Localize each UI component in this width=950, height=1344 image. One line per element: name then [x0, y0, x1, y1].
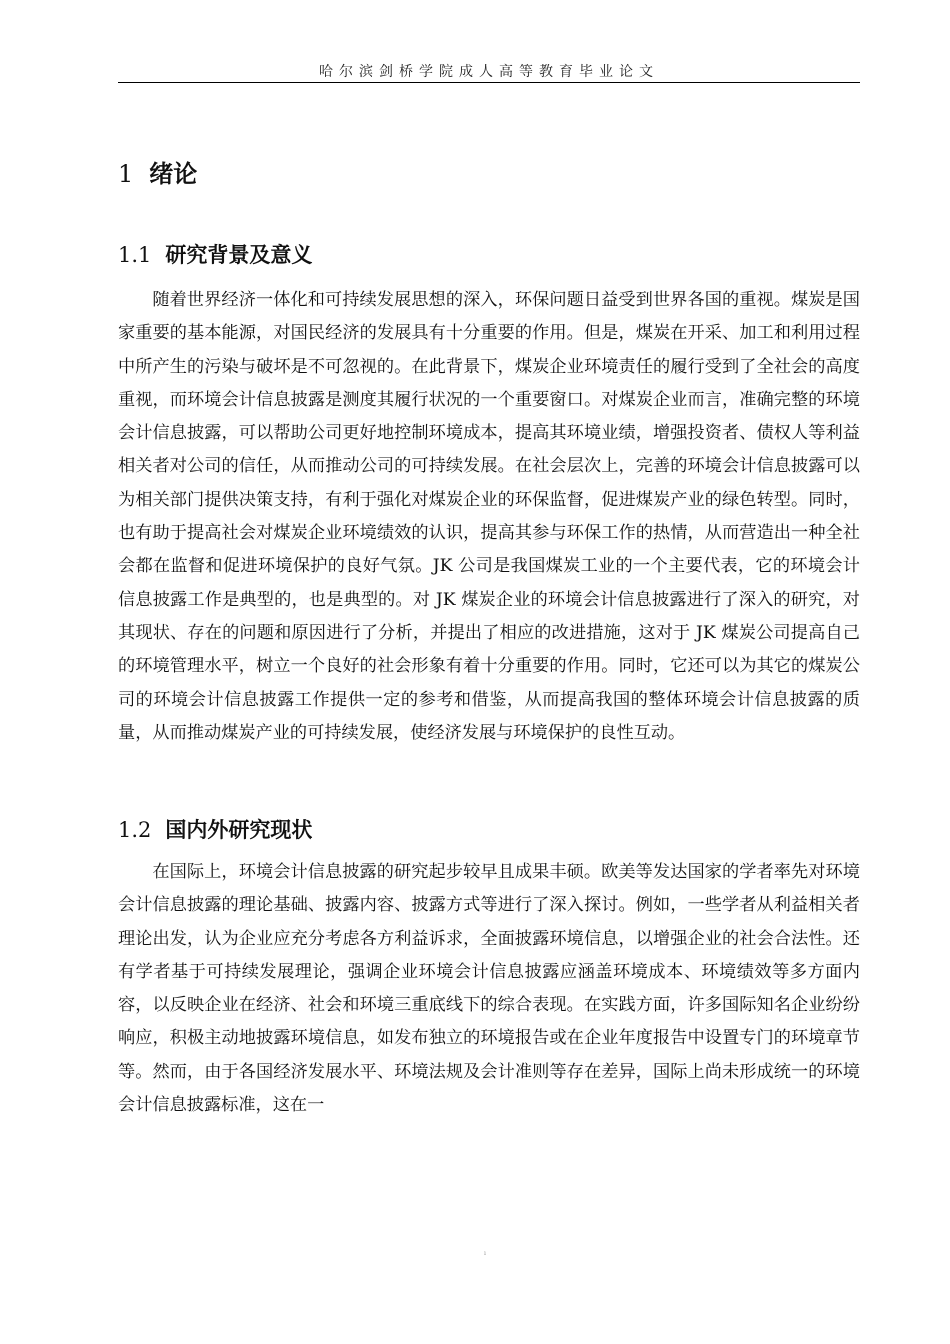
section-heading-1-1 [118, 240, 312, 270]
section-title: 国内外研究现状 [165, 817, 313, 842]
section-title: 研究背景及意义 [165, 242, 313, 267]
header-rule [118, 82, 860, 83]
section-number: 1.1 [118, 243, 152, 267]
chapter-number: 1 [118, 160, 134, 188]
page-number-mark: ı [484, 1250, 486, 1257]
chapter-title: 绪论 [149, 159, 198, 188]
paragraph-research-status: 在国际上，环境会计信息披露的研究起步较早且成果丰硕。欧美等发达国家的学者率先对环境会计信息披露的理论基础、披露内容、披露方式等进行了深入探讨。例如，一些学者从利益相关者理论出发，认为企业应充分考虑各方利益诉求，全面披露环境信息，以增强企业的社会合法性。还有学者基于可持续发展理论，强调企业环境会计信息披露应涵盖环境成本、环境绩效等多方面内容，以反映企业在经济、社会和环境三重底线下的综合表现。在实践方面，许多国际知名企业纷纷响应，积极主动地披露环境信息，如发布独立的环境报告或在企业年度报告中设置专门的环境章节等。然而，由于各国经济发展水平、环境法规及会计准则等存在差异，国际上尚未形成统一的环境会计信息披露标准，这在一 [118, 862, 860, 1116]
running-header: 哈尔滨剑桥学院成人高等教育毕业论文 [319, 64, 659, 80]
chapter-heading [118, 158, 197, 190]
section-heading-1-2 [118, 815, 312, 845]
section-number: 1.2 [118, 818, 152, 842]
paragraph-background: 随着世界经济一体化和可持续发展思想的深入，环保问题日益受到世界各国的重视。煤炭是国家重要的基本能源，对国民经济的发展具有十分重要的作用。但是，煤炭在开采、加工和利用过程中所产生的污染与破坏是不可忽视的。在此背景下，煤炭企业环境责任的履行受到了全社会的高度重视，而环境会计信息披露是测度其履行状况的一个重要窗口。对煤炭企业而言，准确完整的环境会计信息披露，可以帮助公司更好地控制环境成本，提高其环境业绩，增强投资者、债权人等利益相关者对公司的信任，从而推动公司的可持续发展。在社会层次上，完善的环境会计信息披露可以为相关部门提供决策支持，有利于强化对煤炭企业的环保监督，促进煤炭产业的绿色转型。同时，也有助于提高社会对煤炭企业环境绩效的认识，提高其参与环保工作的热情，从而营造出一种全社会都在监督和促进环境保护的良好气氛。JK 公司是我国煤炭工业的一个主要代表，它的环境会计信息披露工作是典型的，也是典型的。对 JK 煤炭企业的环境会计信息披露进行了深入的研究，对其现状、存在的问题和原因进行了分析，并提出了相应的改进措施，这对于 JK 煤炭公司提高自己的环境管理水平，树立一个良好的社会形象有着十分重要的作用。同时，它还可以为其它的煤炭公司的环境会计信息披露工作提供一定的参考和借鉴，从而提高我国的整体环境会计信息披露的质量，从而推动煤炭产业的可持续发展，使经济发展与环境保护的良性互动。 [118, 290, 860, 743]
